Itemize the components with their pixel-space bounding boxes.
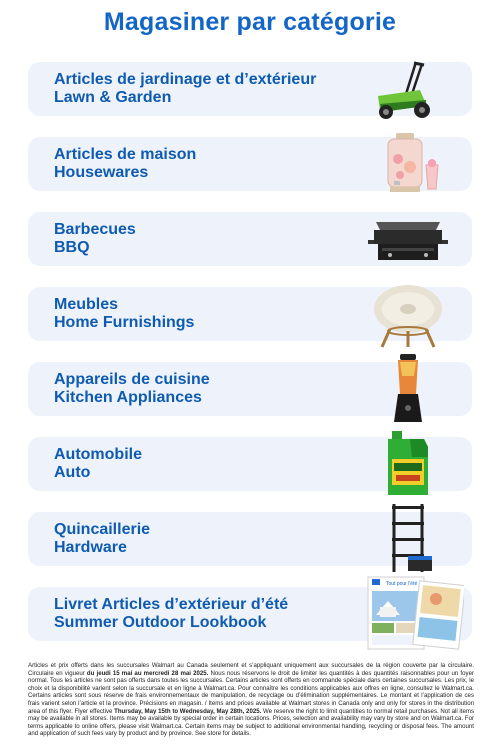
papasan-chair-icon — [368, 279, 448, 349]
disclaimer-fr-text-2: Nous nous réservons le droit de limiter les quantités à des quantités raisonnables pour un foyer normal. Tous les articles ne sont pas offerts dans toutes les succursales. Certains articles sont offerts en commande spéciale dans certaines succursales. Les prix, le choix et la disponibilité varient selon la succursale et en ligne à Walmart.ca. Pour connaître les conditions applicables aux offres en ligne, consultez le Walmart.ca. Certains articles sont sous réserve de frais environnementaux de manipulation, de recyclage ou d’élimination supplémentaires. Le montant et l’application de ces frais varient selon l’article et la province. Précisions en magasin. / Items and prices available at Walmart stores in Canada only and only for stores in the distribution area of this flyer. Flyer effective — [28, 669, 474, 715]
category-card-auto[interactable] — [28, 437, 472, 491]
category-label-en: Hardware — [54, 539, 127, 556]
booklet-heading: Tout pour l'été — [386, 581, 418, 587]
category-labels — [54, 371, 210, 407]
category-list — [28, 62, 472, 662]
category-label-fr: Appareils de cuisine — [54, 371, 210, 388]
griddle-bbq-icon — [368, 204, 448, 274]
category-labels — [54, 221, 136, 257]
category-labels — [54, 71, 316, 107]
category-card-lawn-garden[interactable] — [28, 62, 472, 116]
category-label-en: BBQ — [54, 239, 90, 256]
category-card-bbq[interactable] — [28, 212, 472, 266]
category-card-kitchen-appliances[interactable] — [28, 362, 472, 416]
motor-oil-jug-icon — [368, 429, 448, 499]
category-label-en: Housewares — [54, 164, 149, 181]
disclaimer-fr-dates: du jeudi 15 mai au mercredi 28 mai 2025. — [86, 669, 209, 677]
disclaimer-fr-text: Articles et prix offerts dans les succursales Walmart au Canada seulement et s’appliquant uniquement aux succursales de la région couverte par la circulaire. Circulaire en vigueur — [28, 662, 474, 677]
lookbook-catalog-icon — [366, 575, 464, 651]
category-labels — [54, 146, 196, 182]
category-card-home-furnishings[interactable] — [28, 287, 472, 341]
category-card-hardware[interactable] — [28, 512, 472, 566]
category-card-housewares[interactable] — [28, 137, 472, 191]
category-card-summer-lookbook[interactable] — [28, 581, 472, 641]
category-label-fr: Barbecues — [54, 221, 136, 238]
category-label-en: Home Furnishings — [54, 314, 195, 331]
category-label-en: Auto — [54, 464, 91, 481]
category-label-en: Summer Outdoor Lookbook — [54, 614, 267, 631]
lawn-mower-icon — [368, 54, 448, 124]
drink-dispenser-icon — [368, 129, 448, 199]
page-title: Magasiner par catégorie — [103, 8, 397, 36]
category-label-fr: Articles de jardinage et d’extérieur — [54, 71, 317, 88]
shelving-unit-icon — [368, 504, 448, 574]
category-label-fr: Meubles — [54, 296, 119, 313]
category-labels — [54, 296, 194, 332]
category-label-en: Lawn & Garden — [54, 89, 172, 106]
category-label-en: Kitchen Appliances — [54, 389, 202, 406]
disclaimer-en-text: We reserve the right to limit quantities to normal retail purchases. Not all items may be available in all stores. Items may be available by special order in certain locations. Prices, selection and availability may vary by store and on Walmart.ca. For terms applicable to online offers, please visit Walmart.ca. Certain items may be subject to additional environmental handling, recycling or disposal fees. The amount and application of such fees vary by product and by province. See store for details. — [28, 707, 474, 738]
category-label-fr: Articles de maison — [54, 146, 197, 163]
blender-icon — [368, 354, 448, 424]
category-label-fr: Automobile — [54, 446, 142, 463]
category-labels — [54, 521, 150, 557]
category-label-fr: Quincaillerie — [54, 521, 151, 538]
disclaimer-en-dates: Thursday, May 15th to Wednesday, May 28th, 2025. — [114, 707, 262, 715]
category-labels — [54, 446, 142, 482]
category-label-fr: Livret Articles d’extérieur d’été — [54, 596, 289, 613]
legal-disclaimer — [28, 662, 474, 738]
category-labels — [54, 596, 288, 632]
